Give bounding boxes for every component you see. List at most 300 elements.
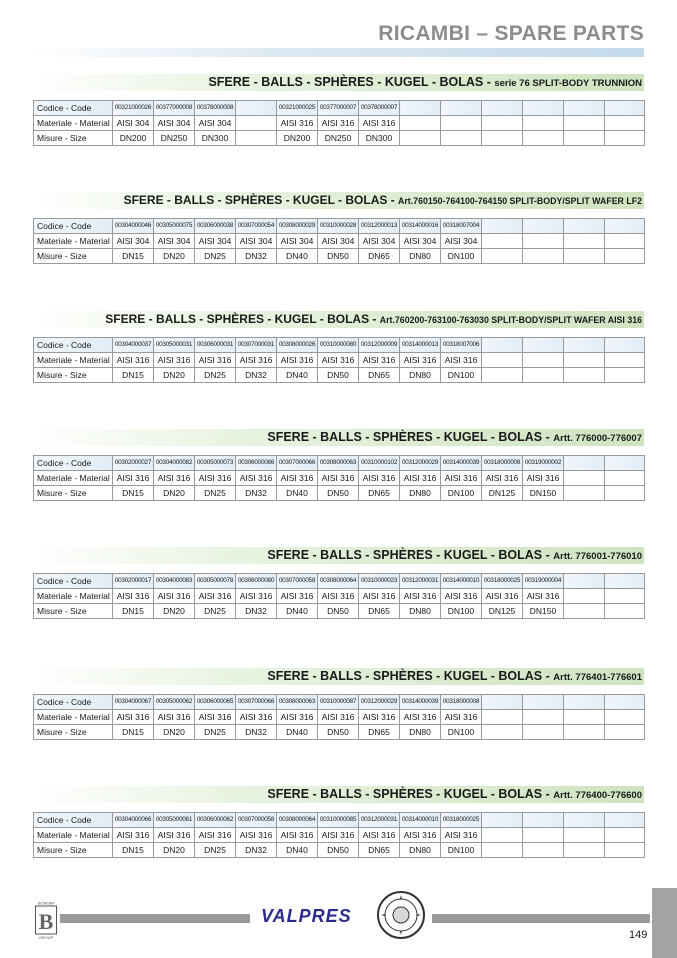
size-cell: DN32 [236, 725, 277, 740]
size-cell: DN80 [400, 249, 441, 264]
material-cell: AISI 304 [359, 234, 400, 249]
size-cell: DN20 [154, 249, 195, 264]
material-cell: AISI 316 [359, 471, 400, 486]
size-cell [482, 843, 523, 858]
parts-table [33, 694, 645, 740]
material-cell [605, 234, 645, 249]
row-label-material: Materiale - Material [34, 471, 113, 486]
size-cell: DN15 [113, 843, 154, 858]
parts-section [33, 74, 644, 146]
part-code-cell: 00307000058 [236, 813, 277, 828]
part-code-cell: 00314000013 [400, 338, 441, 353]
size-cell [400, 131, 441, 146]
material-cell [605, 710, 645, 725]
part-code-cell: 00306000062 [195, 813, 236, 828]
part-code-cell: 00306000065 [195, 695, 236, 710]
material-cell: AISI 316 [441, 828, 482, 843]
part-code-cell: 00308000063 [318, 456, 359, 471]
size-cell: DN15 [113, 249, 154, 264]
row-label-code: Codice - Code [34, 338, 113, 353]
material-cell [605, 589, 645, 604]
row-label-material: Materiale - Material [34, 116, 113, 131]
size-cell [482, 368, 523, 383]
material-cell: AISI 316 [195, 828, 236, 843]
row-label-material: Materiale - Material [34, 710, 113, 725]
material-cell: AISI 316 [113, 710, 154, 725]
material-cell [523, 234, 564, 249]
part-code-cell: 00318000008 [441, 695, 482, 710]
part-code-cell: 00318000008 [482, 456, 523, 471]
part-code-cell: 00312000031 [400, 574, 441, 589]
row-label-size: Misure - Size [34, 249, 113, 264]
size-cell: DN25 [195, 368, 236, 383]
group-logo-letter: B [38, 909, 54, 934]
part-code-cell: 00306000086 [236, 456, 277, 471]
part-code-cell [441, 101, 482, 116]
part-code-cell: 00302000027 [113, 456, 154, 471]
size-cell [523, 725, 564, 740]
section-subtitle: Art.760150-764100-764150 SPLIT-BODY/SPLIT WAFER LF2 [398, 196, 642, 206]
material-cell: AISI 316 [113, 471, 154, 486]
table-row-material [34, 353, 645, 368]
row-label-size: Misure - Size [34, 604, 113, 619]
material-cell: AISI 316 [195, 353, 236, 368]
size-cell [523, 131, 564, 146]
part-code-cell [523, 813, 564, 828]
size-cell: DN65 [359, 843, 400, 858]
part-code-cell: 00304000067 [113, 695, 154, 710]
section-subtitle: Artt. 776401-776601 [553, 672, 642, 683]
size-cell: DN25 [195, 486, 236, 501]
material-cell: AISI 316 [195, 589, 236, 604]
footer-bar-right [432, 914, 650, 923]
size-cell: DN40 [277, 843, 318, 858]
size-cell: DN20 [154, 843, 195, 858]
material-cell: AISI 316 [236, 710, 277, 725]
size-cell: DN32 [236, 368, 277, 383]
material-cell: AISI 316 [236, 589, 277, 604]
material-cell: AISI 316 [359, 589, 400, 604]
material-cell: AISI 316 [400, 353, 441, 368]
size-cell: DN15 [113, 604, 154, 619]
row-label-code: Codice - Code [34, 219, 113, 234]
part-code-cell: 00306000038 [195, 219, 236, 234]
material-cell: AISI 316 [359, 710, 400, 725]
size-cell: DN200 [277, 131, 318, 146]
size-cell: DN100 [441, 843, 482, 858]
section-banner [33, 311, 644, 328]
part-code-cell [482, 695, 523, 710]
table-row-code [34, 338, 645, 353]
part-code-cell: 00306000080 [236, 574, 277, 589]
part-code-cell: 00321000025 [277, 101, 318, 116]
part-code-cell: 00378000008 [195, 101, 236, 116]
certification-seal-icon [376, 890, 426, 940]
part-code-cell: 00306000031 [195, 338, 236, 353]
size-cell [482, 249, 523, 264]
part-code-cell: 00312000013 [359, 219, 400, 234]
material-cell: AISI 316 [318, 589, 359, 604]
part-code-cell: 00308000064 [277, 813, 318, 828]
parts-section [33, 786, 644, 858]
material-cell: AISI 316 [482, 471, 523, 486]
size-cell: DN80 [400, 486, 441, 501]
part-code-cell [523, 101, 564, 116]
row-label-code: Codice - Code [34, 813, 113, 828]
size-cell: DN20 [154, 486, 195, 501]
table-row-material [34, 589, 645, 604]
table-row-material [34, 471, 645, 486]
material-cell [605, 828, 645, 843]
part-code-cell: 00312000029 [359, 695, 400, 710]
size-cell: DN32 [236, 486, 277, 501]
section-title: SFERE - BALLS - SPHÈRES - KUGEL - BOLAS - [267, 669, 554, 683]
part-code-cell: 00310000085 [318, 813, 359, 828]
parts-table [33, 100, 645, 146]
part-code-cell [605, 695, 645, 710]
size-cell: DN80 [400, 725, 441, 740]
parts-section [33, 668, 644, 740]
section-title: SFERE - BALLS - SPHÈRES - KUGEL - BOLAS - [105, 312, 380, 326]
section-subtitle: Artt. 776400-776600 [553, 790, 642, 801]
size-cell: DN32 [236, 249, 277, 264]
table-row-code [34, 219, 645, 234]
part-code-cell: 00314000010 [441, 574, 482, 589]
table-row-size [34, 725, 645, 740]
size-cell [605, 249, 645, 264]
size-cell: DN100 [441, 249, 482, 264]
table-row-code [34, 813, 645, 828]
material-cell [400, 116, 441, 131]
row-label-size: Misure - Size [34, 368, 113, 383]
part-code-cell: 00310000023 [359, 574, 400, 589]
footer-corner-block [652, 888, 677, 958]
size-cell: DN15 [113, 368, 154, 383]
parts-table [33, 812, 645, 858]
part-code-cell [605, 574, 645, 589]
section-subtitle: Artt. 776001-776010 [553, 551, 642, 562]
part-code-cell [482, 219, 523, 234]
material-cell [482, 353, 523, 368]
material-cell: AISI 316 [523, 589, 564, 604]
material-cell: AISI 316 [195, 471, 236, 486]
parts-table [33, 573, 645, 619]
part-code-cell: 00305000062 [154, 695, 195, 710]
part-code-cell: 00304000082 [154, 456, 195, 471]
material-cell: AISI 316 [318, 116, 359, 131]
size-cell: DN80 [400, 843, 441, 858]
size-cell: DN250 [318, 131, 359, 146]
group-logo-bottom-text: GROUP [38, 935, 54, 940]
part-code-cell [482, 101, 523, 116]
section-subtitle: serie 76 SPLIT-BODY TRUNNION [494, 78, 642, 89]
row-label-material: Materiale - Material [34, 234, 113, 249]
material-cell: AISI 316 [441, 589, 482, 604]
material-cell: AISI 316 [318, 353, 359, 368]
size-cell: DN150 [523, 486, 564, 501]
parts-section [33, 311, 644, 383]
material-cell: AISI 316 [236, 471, 277, 486]
material-cell: AISI 316 [277, 471, 318, 486]
material-cell [564, 353, 605, 368]
material-cell [482, 116, 523, 131]
material-cell: AISI 316 [195, 710, 236, 725]
material-cell [564, 828, 605, 843]
material-cell: AISI 316 [441, 710, 482, 725]
material-cell: AISI 304 [154, 116, 195, 131]
size-cell [236, 131, 277, 146]
table-row-code [34, 695, 645, 710]
material-cell: AISI 316 [277, 589, 318, 604]
row-label-material: Materiale - Material [34, 353, 113, 368]
material-cell [236, 116, 277, 131]
size-cell: DN100 [441, 604, 482, 619]
table-row-material [34, 710, 645, 725]
part-code-cell: 00304000083 [154, 574, 195, 589]
section-title: SFERE - BALLS - SPHÈRES - KUGEL - BOLAS - [123, 193, 399, 207]
material-cell: AISI 316 [441, 471, 482, 486]
size-cell [441, 131, 482, 146]
material-cell [523, 116, 564, 131]
material-cell: AISI 304 [113, 116, 154, 131]
size-cell: DN65 [359, 604, 400, 619]
size-cell [523, 368, 564, 383]
part-code-cell [236, 101, 277, 116]
part-code-cell [523, 338, 564, 353]
size-cell [605, 368, 645, 383]
material-cell: AISI 316 [318, 710, 359, 725]
size-cell: DN300 [195, 131, 236, 146]
material-cell: AISI 304 [441, 234, 482, 249]
material-cell: AISI 316 [113, 589, 154, 604]
section-banner [33, 74, 644, 91]
row-label-size: Misure - Size [34, 131, 113, 146]
section-banner [33, 429, 644, 446]
size-cell: DN125 [482, 604, 523, 619]
row-label-code: Codice - Code [34, 574, 113, 589]
size-cell: DN65 [359, 249, 400, 264]
part-code-cell: 00304000046 [113, 219, 154, 234]
row-label-code: Codice - Code [34, 695, 113, 710]
material-cell: AISI 316 [236, 353, 277, 368]
part-code-cell: 00305000031 [154, 338, 195, 353]
row-label-material: Materiale - Material [34, 828, 113, 843]
material-cell: AISI 316 [359, 116, 400, 131]
bonomi-group-logo [35, 900, 57, 940]
row-label-size: Misure - Size [34, 725, 113, 740]
size-cell [564, 249, 605, 264]
material-cell: AISI 304 [195, 116, 236, 131]
table-row-material [34, 234, 645, 249]
section-banner [33, 192, 644, 209]
material-cell: AISI 304 [236, 234, 277, 249]
material-cell: AISI 304 [195, 234, 236, 249]
section-title: SFERE - BALLS - SPHÈRES - KUGEL - BOLAS - [267, 548, 554, 562]
footer-bar-left [60, 914, 250, 923]
material-cell: AISI 316 [113, 353, 154, 368]
material-cell [605, 353, 645, 368]
section-title: SFERE - BALLS - SPHÈRES - KUGEL - BOLAS - [267, 787, 554, 801]
part-code-cell: 00302000017 [113, 574, 154, 589]
part-code-cell: 00377000007 [318, 101, 359, 116]
part-code-cell: 00307000066 [277, 456, 318, 471]
size-cell [482, 725, 523, 740]
material-cell: AISI 304 [318, 234, 359, 249]
row-label-code: Codice - Code [34, 456, 113, 471]
material-cell: AISI 316 [154, 710, 195, 725]
part-code-cell [482, 813, 523, 828]
part-code-cell [564, 219, 605, 234]
material-cell [564, 471, 605, 486]
material-cell: AISI 316 [359, 828, 400, 843]
size-cell: DN40 [277, 249, 318, 264]
material-cell: AISI 316 [523, 471, 564, 486]
part-code-cell: 00308000063 [277, 695, 318, 710]
part-code-cell: 00305000078 [195, 574, 236, 589]
table-row-size [34, 368, 645, 383]
size-cell [564, 604, 605, 619]
size-cell [564, 131, 605, 146]
part-code-cell: 00312000031 [359, 813, 400, 828]
parts-section [33, 547, 644, 619]
part-code-cell [564, 695, 605, 710]
material-cell [482, 234, 523, 249]
size-cell: DN50 [318, 604, 359, 619]
size-cell: DN150 [523, 604, 564, 619]
size-cell: DN100 [441, 368, 482, 383]
table-row-size [34, 249, 645, 264]
size-cell: DN80 [400, 368, 441, 383]
material-cell: AISI 316 [277, 116, 318, 131]
part-code-cell: 00308000029 [277, 219, 318, 234]
size-cell: DN65 [359, 725, 400, 740]
size-cell: DN50 [318, 368, 359, 383]
part-code-cell [482, 338, 523, 353]
page-number: 149 [629, 929, 648, 941]
section-subtitle: Artt. 776000-776007 [553, 433, 642, 444]
part-code-cell: 00307000054 [236, 219, 277, 234]
material-cell: AISI 316 [318, 828, 359, 843]
part-code-cell: 00321000026 [113, 101, 154, 116]
parts-table [33, 218, 645, 264]
size-cell [605, 725, 645, 740]
size-cell: DN100 [441, 486, 482, 501]
table-row-code [34, 456, 645, 471]
size-cell: DN65 [359, 368, 400, 383]
size-cell: DN200 [113, 131, 154, 146]
material-cell: AISI 304 [400, 234, 441, 249]
material-cell [523, 710, 564, 725]
part-code-cell: 00318007004 [441, 219, 482, 234]
table-row-code [34, 574, 645, 589]
size-cell: DN125 [482, 486, 523, 501]
material-cell [523, 353, 564, 368]
material-cell: AISI 316 [400, 471, 441, 486]
size-cell: DN15 [113, 486, 154, 501]
material-cell: AISI 316 [400, 828, 441, 843]
size-cell: DN40 [277, 725, 318, 740]
size-cell [564, 725, 605, 740]
part-code-cell: 00314000039 [400, 695, 441, 710]
size-cell: DN65 [359, 486, 400, 501]
size-cell: DN40 [277, 604, 318, 619]
table-row-code [34, 101, 645, 116]
size-cell: DN20 [154, 368, 195, 383]
row-label-size: Misure - Size [34, 843, 113, 858]
size-cell: DN25 [195, 604, 236, 619]
part-code-cell: 00304000037 [113, 338, 154, 353]
material-cell: AISI 316 [277, 353, 318, 368]
parts-table [33, 337, 645, 383]
size-cell: DN32 [236, 604, 277, 619]
material-cell: AISI 316 [482, 589, 523, 604]
size-cell [482, 131, 523, 146]
part-code-cell [564, 456, 605, 471]
group-logo-top-text: BONOMI [37, 900, 55, 906]
part-code-cell: 00310000080 [318, 338, 359, 353]
size-cell: DN100 [441, 725, 482, 740]
size-cell: DN250 [154, 131, 195, 146]
size-cell: DN50 [318, 486, 359, 501]
part-code-cell [605, 219, 645, 234]
size-cell [523, 249, 564, 264]
part-code-cell: 00310000102 [359, 456, 400, 471]
size-cell [605, 843, 645, 858]
material-cell [605, 471, 645, 486]
material-cell [605, 116, 645, 131]
material-cell [564, 589, 605, 604]
material-cell: AISI 316 [236, 828, 277, 843]
section-title: SFERE - BALLS - SPHÈRES - KUGEL - BOLAS - [208, 75, 495, 89]
part-code-cell [605, 338, 645, 353]
parts-table [33, 455, 645, 501]
title-underline-bar [33, 48, 644, 57]
size-cell [564, 843, 605, 858]
material-cell [564, 116, 605, 131]
part-code-cell [564, 101, 605, 116]
part-code-cell: 00377000008 [154, 101, 195, 116]
part-code-cell [605, 101, 645, 116]
part-code-cell [564, 813, 605, 828]
material-cell: AISI 316 [113, 828, 154, 843]
part-code-cell: 00312000029 [400, 456, 441, 471]
size-cell: DN25 [195, 249, 236, 264]
material-cell: AISI 304 [277, 234, 318, 249]
parts-section [33, 192, 644, 264]
material-cell: AISI 316 [277, 828, 318, 843]
valpres-logo: VALPRES [255, 906, 358, 927]
part-code-cell [523, 219, 564, 234]
size-cell: DN32 [236, 843, 277, 858]
material-cell: AISI 316 [359, 353, 400, 368]
part-code-cell: 00308000026 [277, 338, 318, 353]
part-code-cell: 00319000002 [523, 456, 564, 471]
material-cell: AISI 316 [154, 828, 195, 843]
part-code-cell: 00307000066 [236, 695, 277, 710]
size-cell: DN15 [113, 725, 154, 740]
size-cell: DN300 [359, 131, 400, 146]
size-cell: DN40 [277, 486, 318, 501]
part-code-cell [400, 101, 441, 116]
size-cell [523, 843, 564, 858]
table-row-size [34, 131, 645, 146]
section-banner [33, 547, 644, 564]
size-cell: DN40 [277, 368, 318, 383]
material-cell [564, 710, 605, 725]
size-cell: DN50 [318, 843, 359, 858]
size-cell [605, 486, 645, 501]
table-row-material [34, 116, 645, 131]
